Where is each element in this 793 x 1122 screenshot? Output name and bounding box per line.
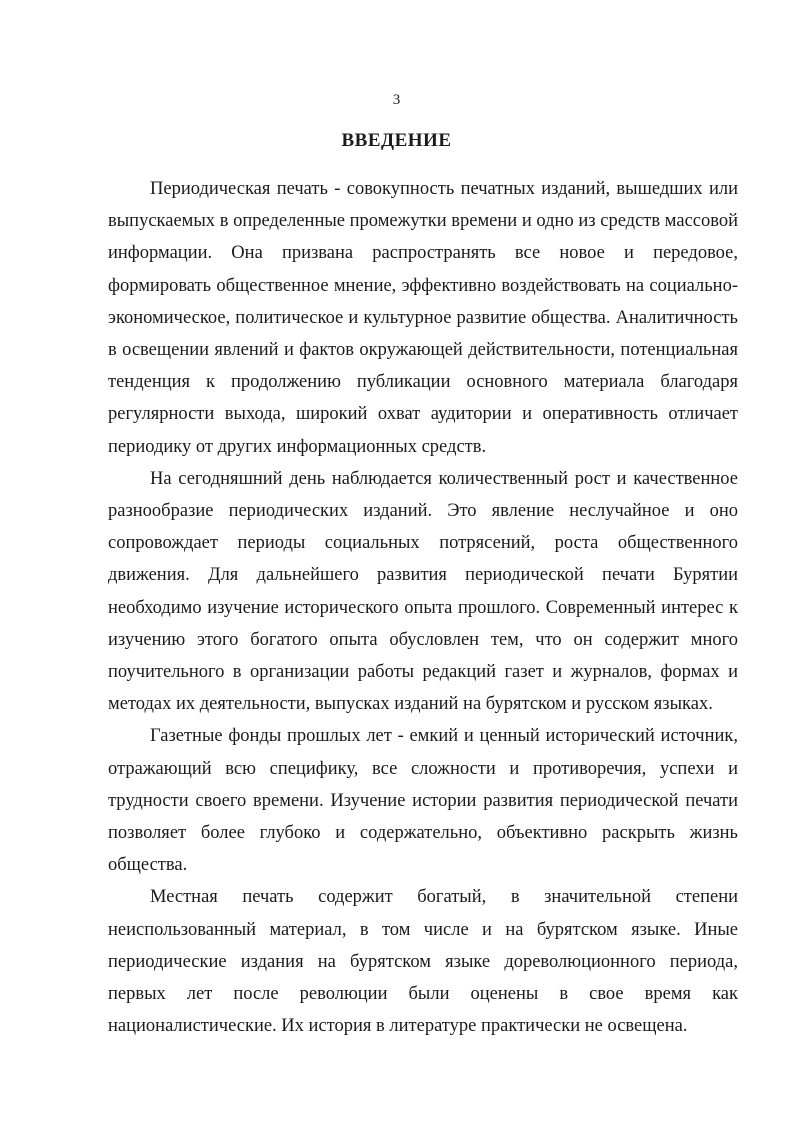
page-number: 3 [392, 92, 401, 108]
paragraph-2: На сегодняшний день наблюдается количественный рост и качественное разнообразие периодических изданий. Это явление неслучайное и оно сопровождает периоды социальных потрясений, роста общественного движения. Для дальнейшего развития периодической печати Бурятии необходимо изучение исторического опыта прошлого. Современный интерес к изучению этого богатого опыта обусловлен тем, что он содержит много поучительного в организации работы редакций газет и журналов, формах и методах их деятельности, выпусках изданий на бурятском и русском языках. [108, 468, 738, 715]
body-text [108, 173, 738, 1042]
page-title: ВВЕДЕНИЕ [341, 130, 452, 151]
paragraph-1: Периодическая печать - совокупность печатных изданий, вышедших или выпускаемых в определенные промежутки времени и одно из средств массовой информации. Она призвана распространять все новое и передовое, формировать общественное мнение, эффективно воздействовать на социально-экономическое, политическое и культурное развитие общества. Аналитичность в освещении явлений и фактов окружающей действительности, потенциальная тенденция к продолжению публикации основного материала благодаря регулярности выхода, широкий охват аудитории и оперативность отличает периодику от других информационных средств. [108, 179, 738, 457]
paragraph-4: Местная печать содержит богатый, в значительной степени неиспользованный материал, в том числе и на бурятском языке. Иные периодические издания на бурятском языке дореволюционного периода, первых лет после революции были оценены в свое время как националистические. Их история в литературе практически не освещена. [108, 887, 738, 1037]
paragraph-3: Газетные фонды прошлых лет - емкий и ценный исторический источник, отражающий всю специфику, все сложности и противоречия, успехи и трудности своего времени. Изучение истории развития периодической печати позволяет более глубоко и содержательно, объективно раскрыть жизнь общества. [108, 726, 738, 876]
